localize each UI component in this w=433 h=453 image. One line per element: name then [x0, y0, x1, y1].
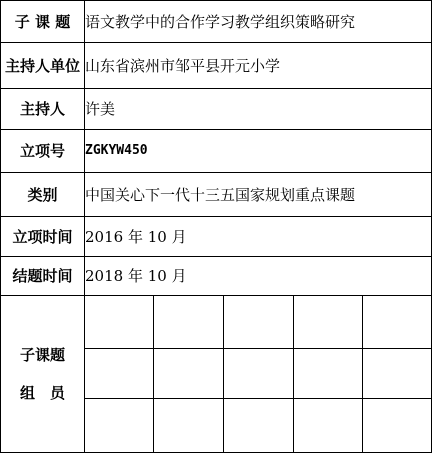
project-number-label: 立项号: [1, 130, 85, 173]
project-number-value: ZGKYW450: [85, 130, 432, 173]
member-cell: [85, 399, 154, 453]
host-unit-label: 主持人单位: [1, 43, 85, 89]
members-label-line1: 子课题: [19, 346, 65, 364]
host-label: 主持人: [1, 89, 85, 130]
member-cell: [224, 399, 294, 453]
host-value: 许美: [85, 89, 432, 130]
member-cell: [363, 349, 432, 399]
category-value: 中国关心下一代十三五国家规划重点课题: [85, 173, 432, 217]
member-cell: [294, 399, 363, 453]
row-end-date: [1, 257, 432, 296]
members-grid-row: [1, 296, 432, 349]
row-subtopic: [1, 1, 432, 43]
member-cell: [154, 399, 224, 453]
member-cell: [154, 349, 224, 399]
member-cell: [85, 349, 154, 399]
start-date-label: 立项时间: [1, 217, 85, 257]
end-date-value: 2018 年 10 月: [85, 257, 432, 296]
row-start-date: [1, 217, 432, 257]
row-project-number: [1, 130, 432, 173]
member-cell: [363, 399, 432, 453]
category-label: 类别: [1, 173, 85, 217]
member-cell: [294, 349, 363, 399]
member-cell: [85, 296, 154, 349]
start-date-value: 2016 年 10 月: [85, 217, 432, 257]
row-host: [1, 89, 432, 130]
end-date-label: 结题时间: [1, 257, 85, 296]
members-label-line2: 组 员: [19, 384, 65, 402]
subtopic-value: 语文教学中的合作学习教学组织策略研究: [85, 1, 432, 43]
member-cell: [154, 296, 224, 349]
row-host-unit: [1, 43, 432, 89]
row-category: [1, 173, 432, 217]
member-cell: [224, 296, 294, 349]
member-cell: [224, 349, 294, 399]
subtopic-label: 子 课 题: [1, 1, 85, 43]
host-unit-value: 山东省滨州市邹平县开元小学: [85, 43, 432, 89]
members-label: [1, 296, 85, 453]
member-cell: [363, 296, 432, 349]
member-cell: [294, 296, 363, 349]
